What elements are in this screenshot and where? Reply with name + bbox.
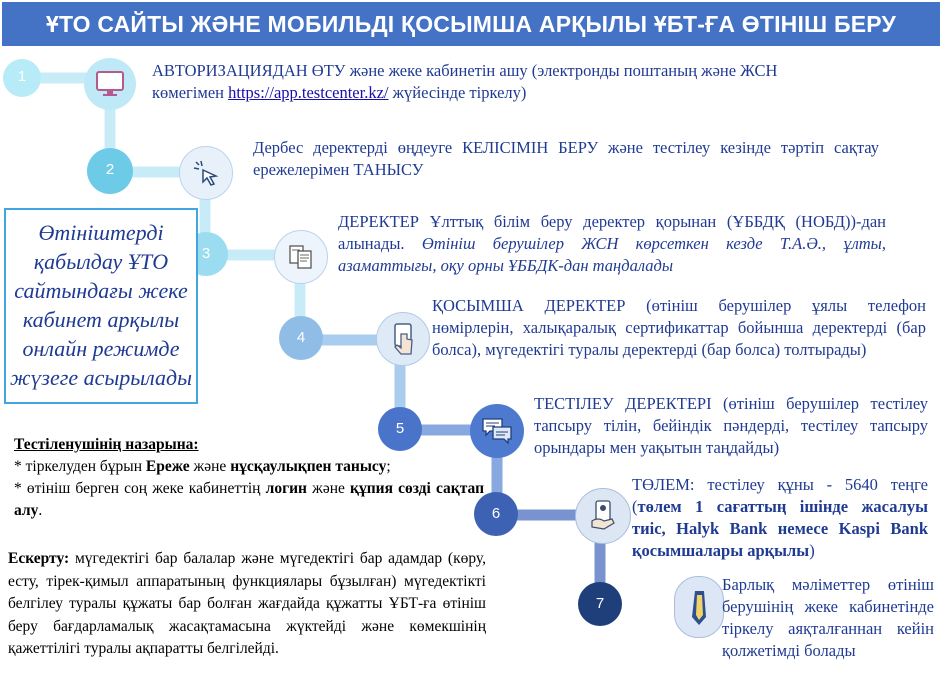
note-text: мүгедектігі бар балалар және мүгедектігі бар адамдар (көру, есту, тірек-қимыл аппаратының функциялары бұзылған) мүгедектікті белгілеу туралы құжаты бар болған жағдайда құжатты ҰБТ-ға өтініш беру бағдарламалық жасақтамасына жүктейді және көмекшінің қажеттілігі туралы ақпаратты белгілейді.	[8, 550, 486, 657]
pen-icon	[674, 576, 724, 638]
step-6-number: 6	[491, 505, 501, 522]
page-title: ҰТО САЙТЫ ЖӘНЕ МОБИЛЬДІ ҚОСЫМША АРҚЫЛЫ ҰБТ-ҒА ӨТІНІШ БЕРУ	[2, 2, 940, 46]
step-3-number: 3	[201, 245, 211, 262]
step-3-text: ДЕРЕКТЕР Ұлттық білім беру деректер қорынан (ҰББДҚ (НОБД))-дан алынады. Өтініш берушілер ЖСН көрсеткен кезде Т.А.Ә., ұлты, азаматтығы, оқу орны ҰББДК-дан таңдалады	[338, 212, 886, 275]
notice-item-1: * тіркелуден бұрын Ереже және нұсқаулықпен танысу;	[14, 458, 391, 475]
step-6-text: ТӨЛЕМ: тестілеу құны - 5640 теңге (төлем 1 сағаттың ішінде жасалуы тиіс, Halyk Bank немесе Kaspi Bank қосымшалары арқылы)	[632, 475, 928, 560]
step-7-number: 7	[595, 595, 605, 612]
testcenter-link[interactable]: https://app.testcenter.kz/	[228, 83, 389, 102]
notice-heading: Тестіленушінің назарына:	[14, 436, 199, 453]
step-7-text: Барлық мәліметтер өтініш берушінің жеке кабинетінде тіркелу аяқталғаннан кейін қолжетімді болады	[722, 575, 934, 660]
note-label: Ескерту:	[8, 550, 70, 567]
notice-item-2: * өтініш берген соң жеке кабинеттің логин және құпия сөзді сақтап алу.	[14, 480, 484, 519]
step-1-number: 1	[17, 68, 27, 85]
monitor-icon	[84, 58, 136, 110]
payment-icon	[575, 488, 631, 544]
step-4-number: 4	[296, 329, 306, 346]
touch-hand-icon	[376, 312, 430, 366]
online-info-box: Өтініштерді қабылдау ҰТО сайтындағы жеке кабинет арқылы онлайн режимде жүзеге асырылады	[4, 208, 198, 404]
step-5-number: 5	[395, 420, 405, 437]
step-1-text: АВТОРИЗАЦИЯДАН ӨТУ және жеке кабинетін ашу (электронды поштаның және ЖСН көмегімен https://app.testcenter.kz/ жүйесінде тіркелу)	[152, 61, 778, 102]
cursor-click-icon	[179, 146, 233, 200]
step-2-number: 2	[105, 161, 115, 178]
step-5-text: ТЕСТІЛЕУ ДЕРЕКТЕРІ (өтініш берушілер тестілеу тапсыру тілін, бейіндік пәндерді, тестілеу тапсыру орындары мен уақытын таңдайды)	[534, 394, 928, 457]
step-4-text: ҚОСЫМША ДЕРЕКТЕР (өтініш берушілер ұялы телефон нөмірлерін, халықаралық сертификаттар бойынша деректерді (бар болса), мүгедектігі туралы деректерді (бар болса) толтырады)	[432, 296, 926, 359]
disability-note	[8, 548, 486, 661]
test-taker-notice	[14, 434, 484, 522]
step-2-text: Дербес деректерді өңдеуге КЕЛІСІМІН БЕРУ және тестілеу кезінде тәртіп сақтау ережелерімен ТАНЫСУ	[253, 138, 879, 179]
documents-icon	[274, 230, 328, 284]
